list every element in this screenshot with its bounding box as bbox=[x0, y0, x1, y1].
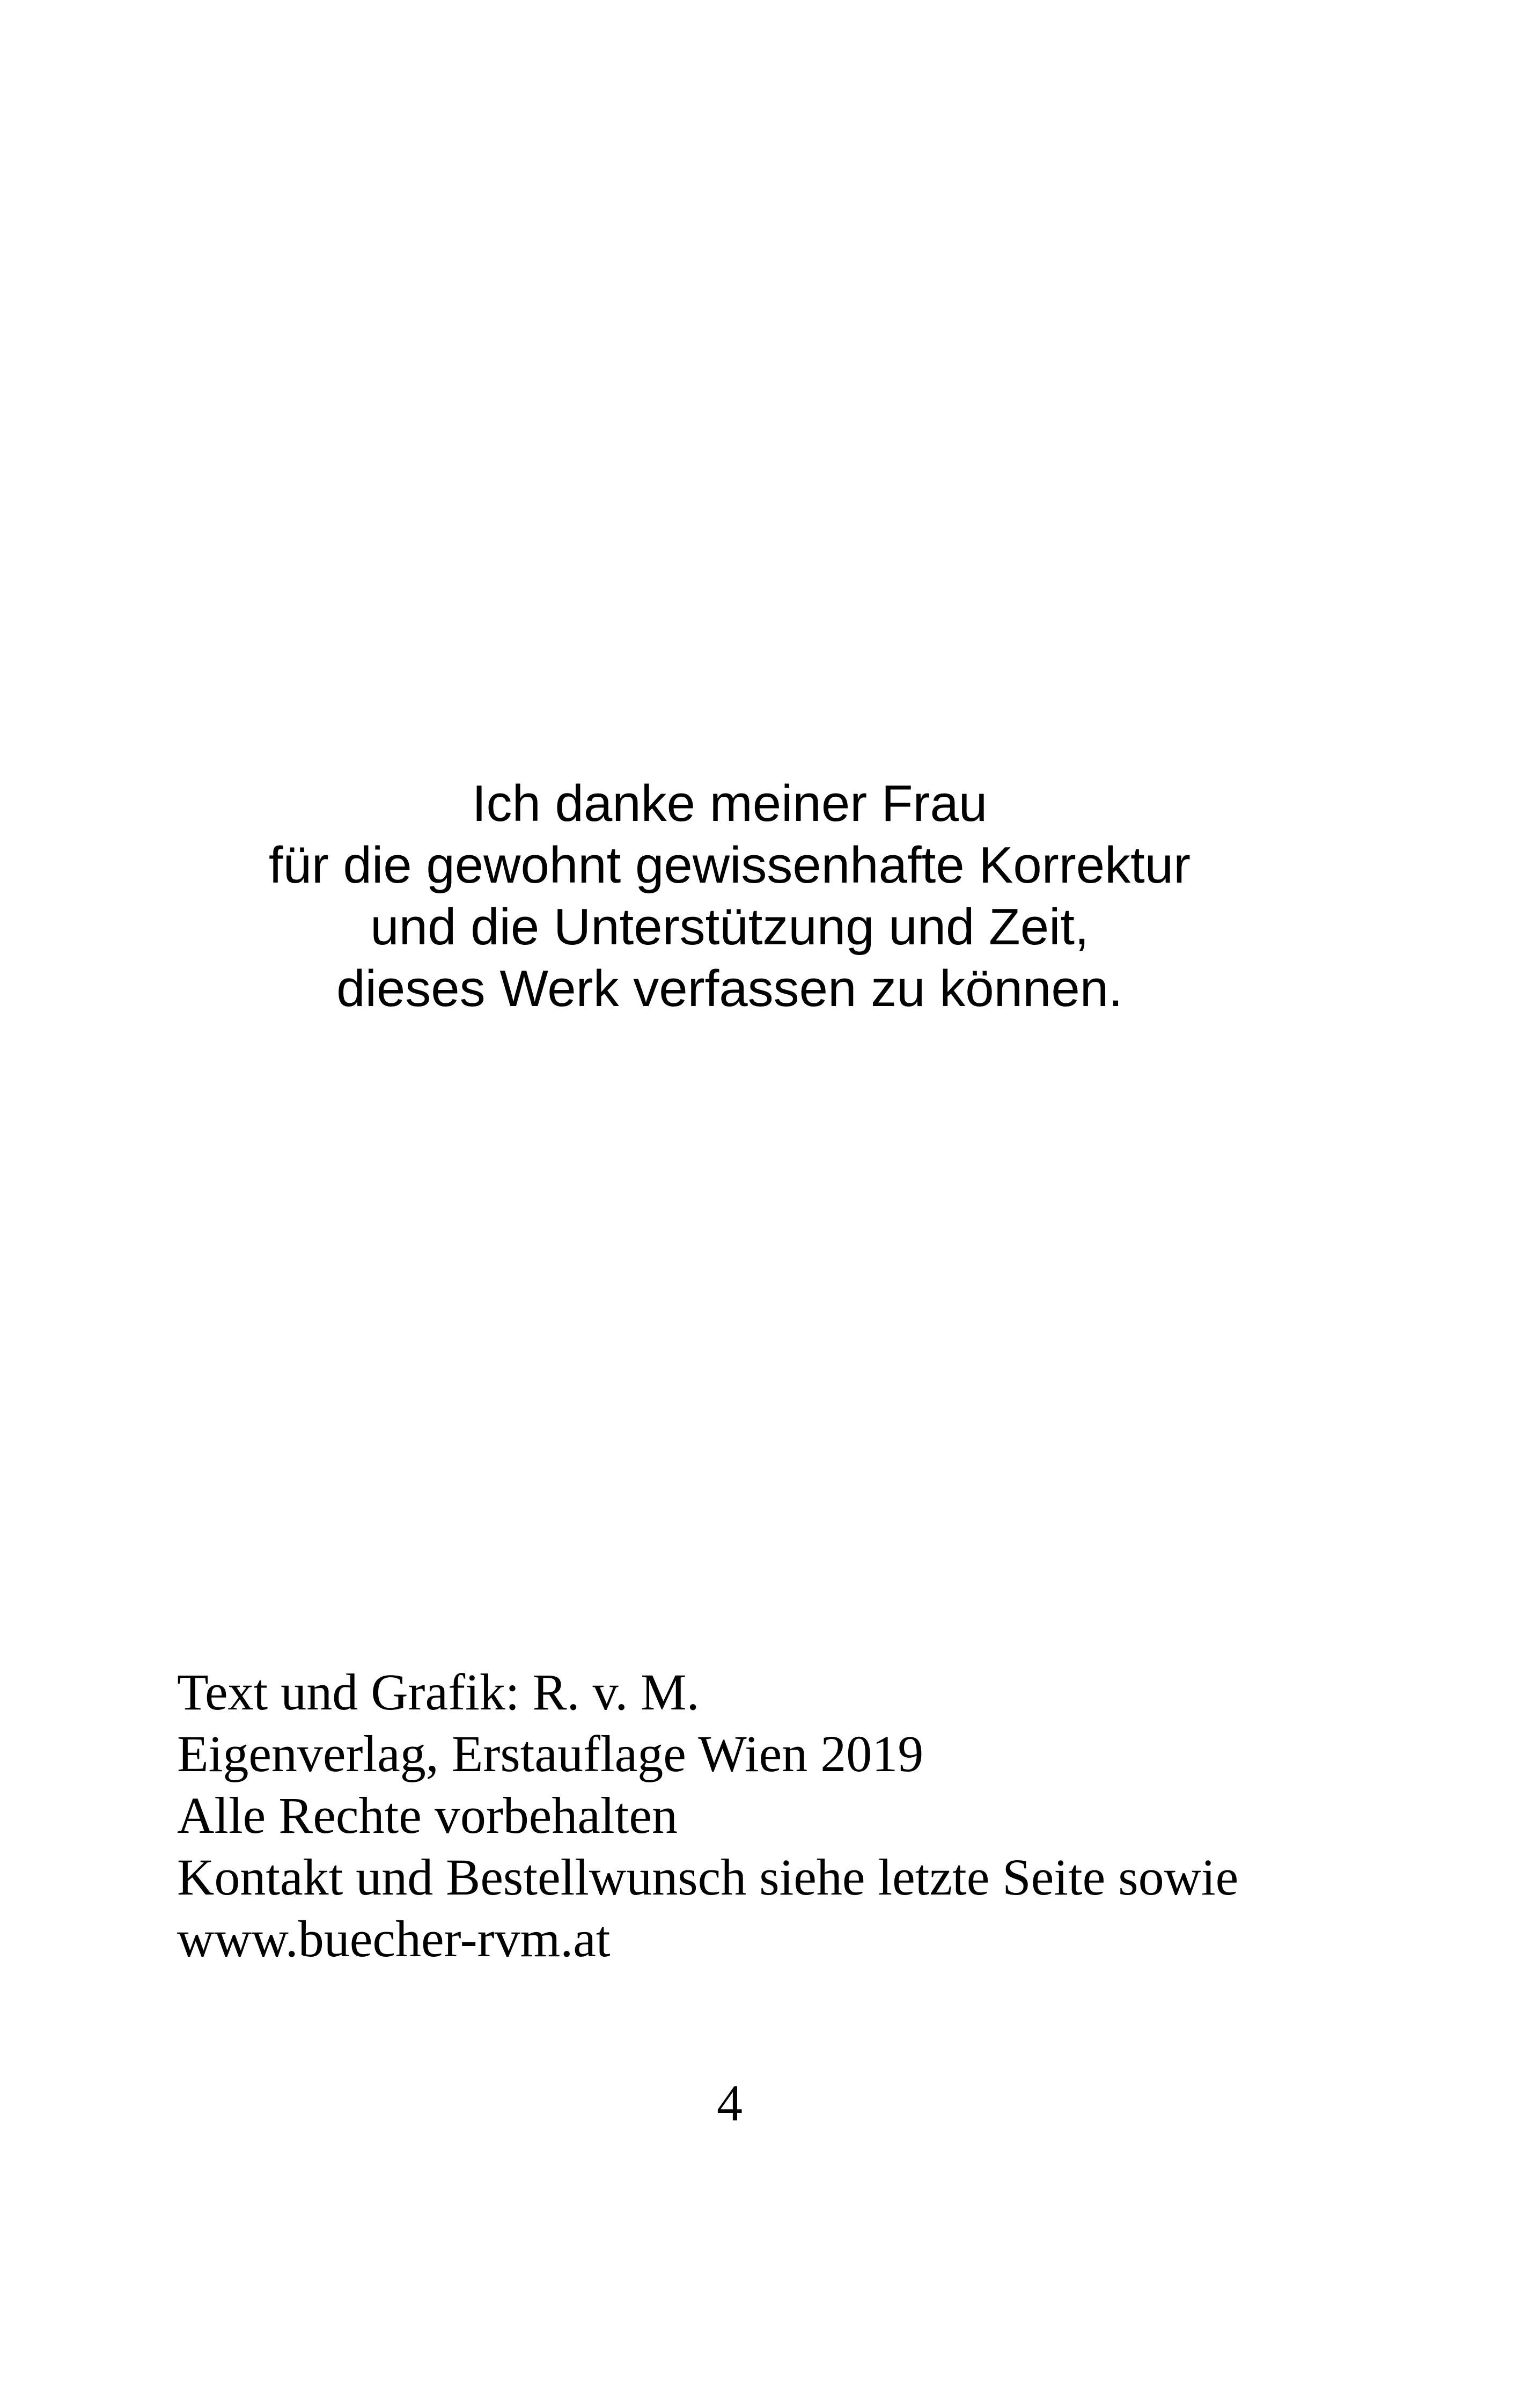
page-number: 4 bbox=[717, 2074, 743, 2132]
dedication-line: für die gewohnt gewissenhafte Korrektur bbox=[268, 836, 1191, 894]
imprint-rights: Alle Rechte vorbehalten bbox=[177, 1787, 678, 1844]
imprint-publisher: Eigenverlag, Erstauflage Wien 2019 bbox=[177, 1725, 924, 1782]
dedication-line: Ich danke meiner Frau bbox=[472, 775, 988, 832]
dedication-block bbox=[0, 773, 1459, 1019]
dedication-line: dieses Werk verfassen zu können. bbox=[336, 960, 1123, 1017]
imprint-contact: Kontakt und Bestellwunsch siehe letzte Seite sowie bbox=[177, 1848, 1239, 1906]
imprint-credits: Text und Grafik: R. v. M. bbox=[177, 1663, 700, 1721]
imprint-block bbox=[177, 1661, 1238, 1970]
imprint-website: www.buecher-rvm.at bbox=[177, 1910, 611, 1967]
dedication-line: und die Unterstützung und Zeit, bbox=[370, 898, 1089, 956]
